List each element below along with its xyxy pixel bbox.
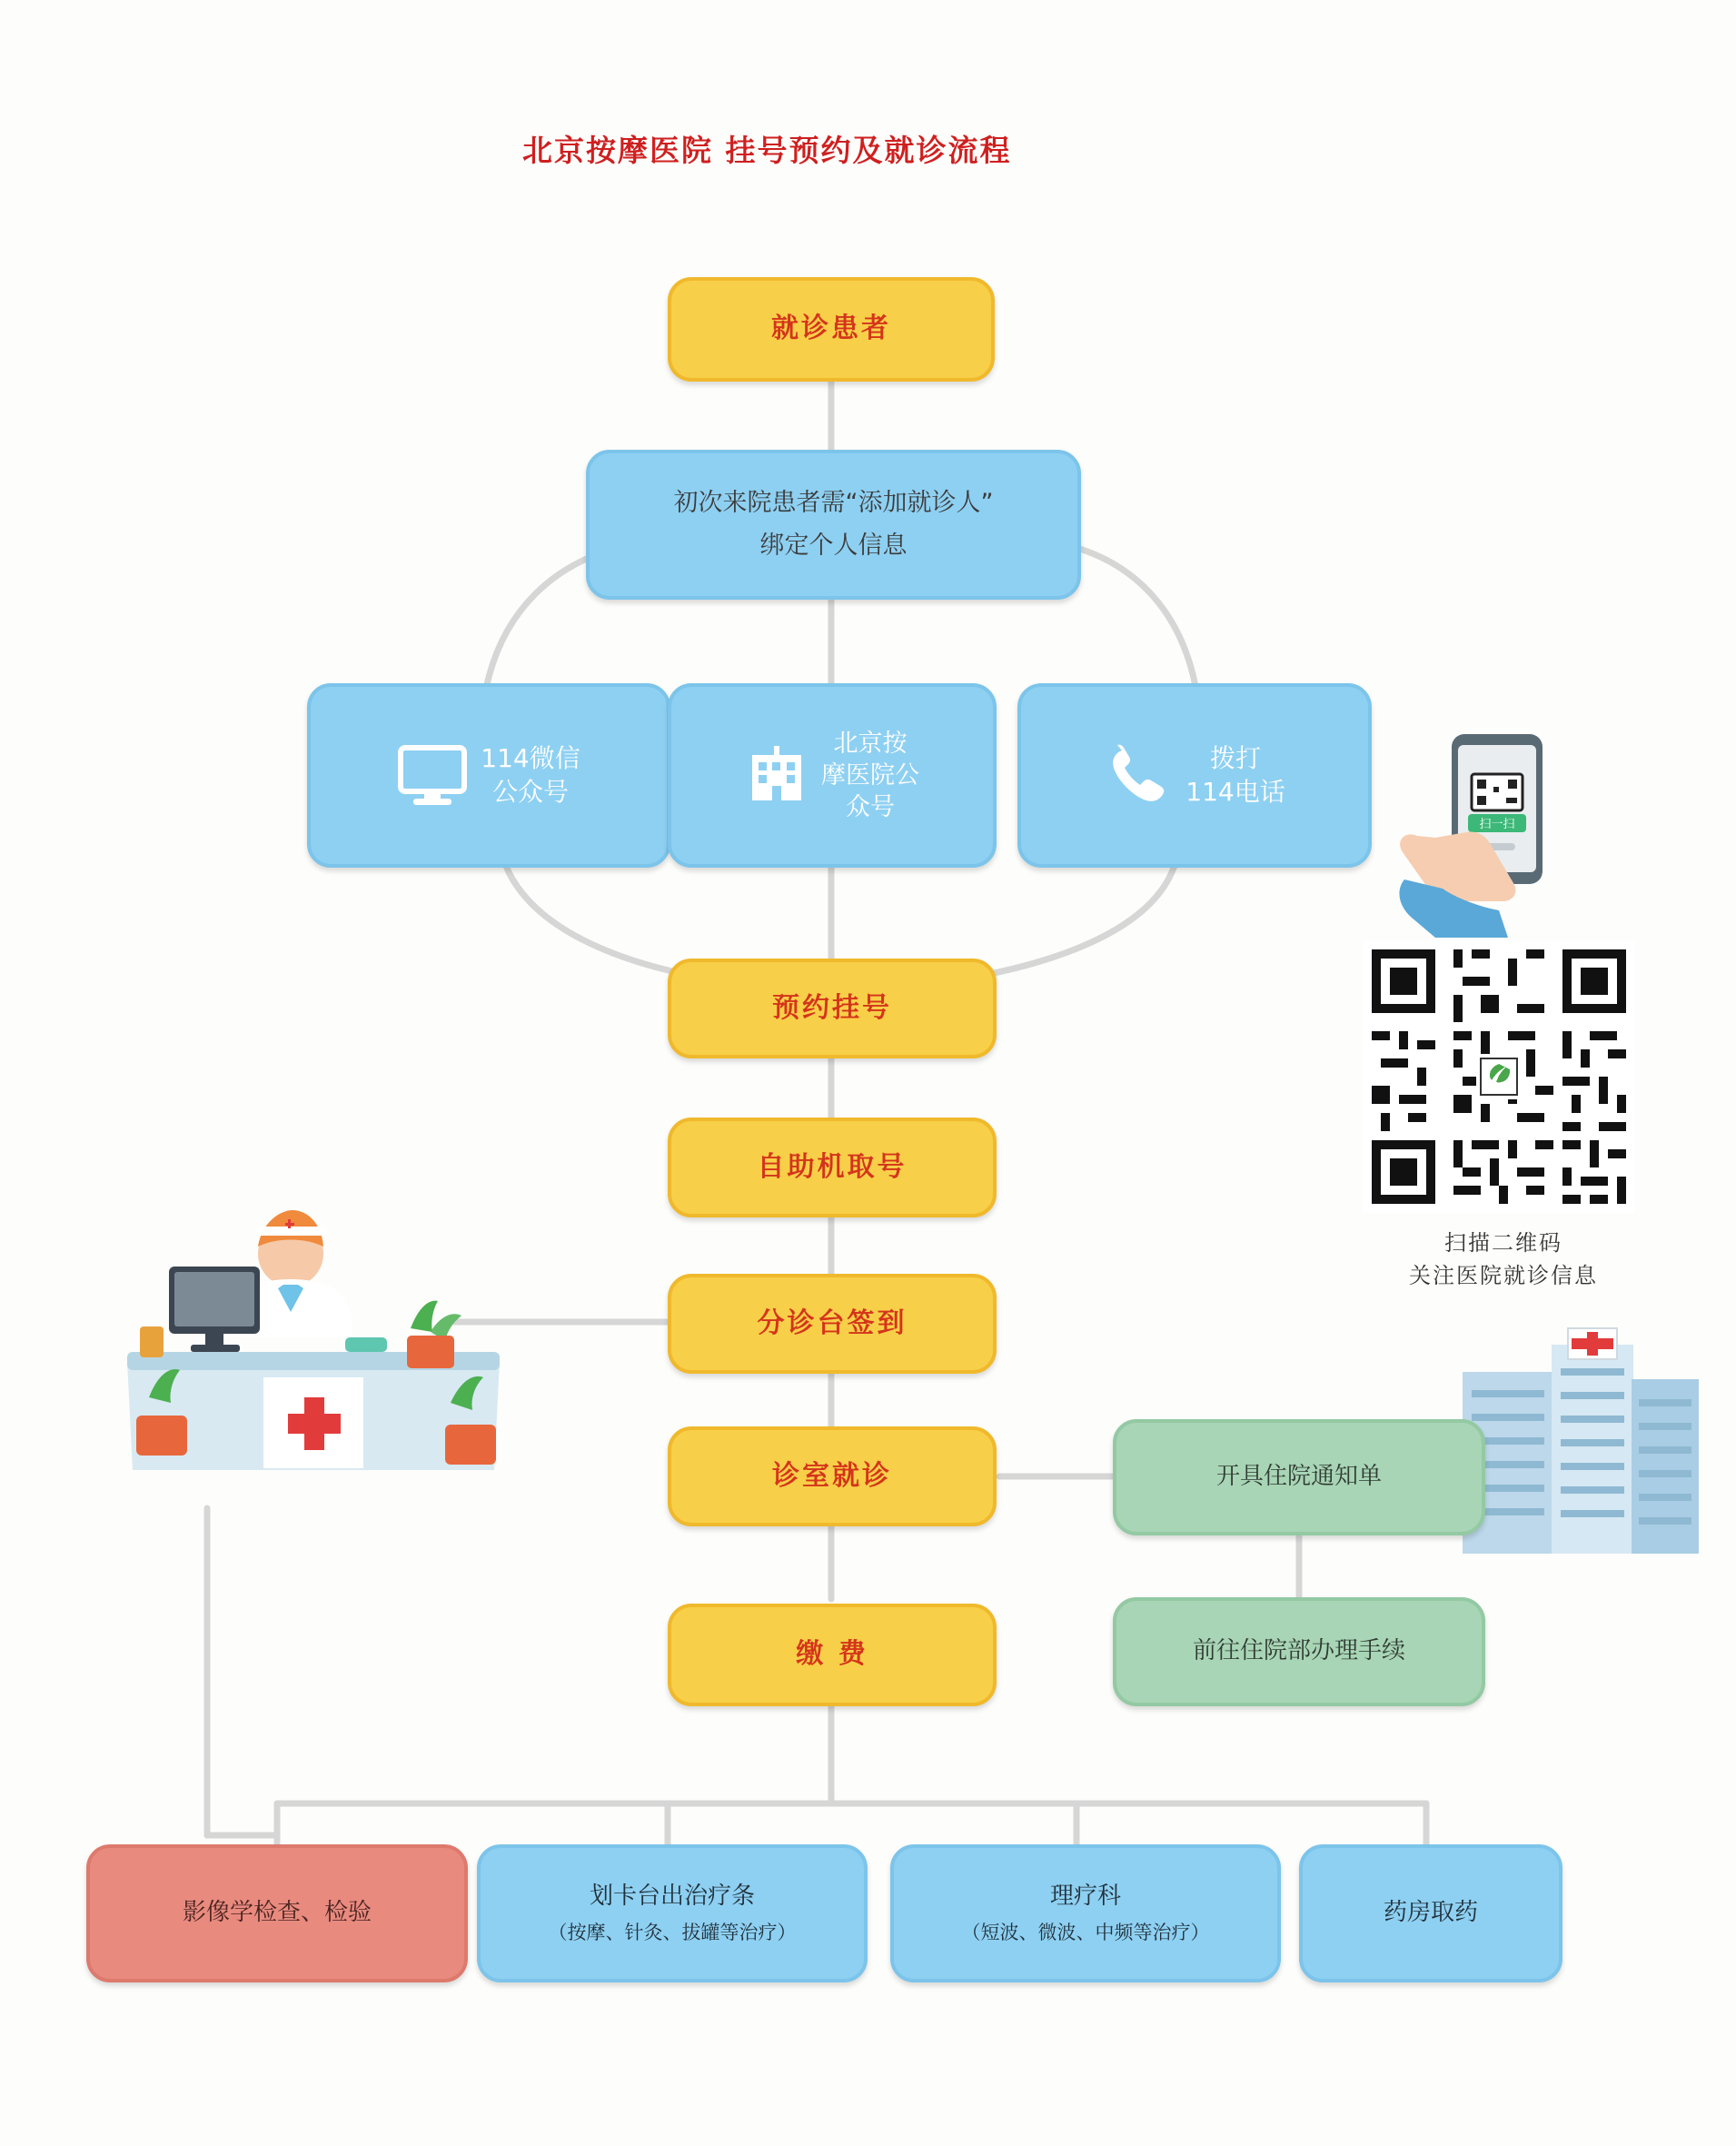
node-pharmacy[interactable]	[1299, 1844, 1562, 1982]
node-appointment[interactable]	[668, 959, 997, 1058]
node-bind-info-line1: 初次来院患者需“添加就诊人”	[673, 489, 994, 518]
node-payment[interactable]	[668, 1604, 997, 1706]
node-self-service[interactable]	[668, 1118, 997, 1217]
node-consult-room[interactable]	[668, 1426, 997, 1526]
node-go-inpatient[interactable]	[1113, 1597, 1485, 1706]
qr-code-image	[1363, 940, 1635, 1213]
node-triage-signin-label: 分诊台签到	[757, 1306, 908, 1339]
node-physiotherapy[interactable]	[890, 1844, 1281, 1982]
node-channel-phone[interactable]	[1017, 683, 1372, 868]
node-card-desk[interactable]	[477, 1844, 868, 1982]
channel-114-wechat-line2: 公众号	[491, 776, 569, 807]
node-channel-114-wechat[interactable]	[307, 683, 670, 868]
node-patient[interactable]	[668, 277, 995, 382]
node-imaging-test-label: 影像学检查、检验	[182, 1899, 372, 1927]
node-bind-info[interactable]	[586, 450, 1081, 600]
nurse-desk-illustration	[118, 1199, 509, 1517]
svg-text:扫一扫: 扫一扫	[1479, 818, 1515, 831]
channel-phone-line1: 拨打	[1209, 743, 1261, 774]
node-go-inpatient-label: 前往住院部办理手续	[1192, 1637, 1405, 1665]
node-physiotherapy-label: 理疗科	[1049, 1883, 1121, 1911]
node-self-service-label: 自助机取号	[757, 1150, 908, 1183]
channel-114-wechat-line1: 114微信	[481, 743, 580, 774]
node-triage-signin[interactable]	[668, 1274, 997, 1374]
hospital-building-illustration	[1444, 1326, 1717, 1572]
qr-caption	[1335, 1227, 1672, 1292]
qr-caption-line2: 关注医院就诊信息	[1409, 1263, 1598, 1288]
node-card-desk-label: 划卡台出治疗条	[589, 1883, 755, 1911]
hand-holding-phone-illustration	[1381, 727, 1608, 945]
monitor-icon	[397, 744, 468, 808]
node-appointment-label: 预约挂号	[772, 991, 892, 1024]
node-physiotherapy-sublabel: （短波、微波、中频等治疗）	[961, 1922, 1210, 1944]
page-title: 北京按摩医院 挂号预约及就诊流程	[522, 133, 1012, 168]
node-bind-info-line2: 绑定个人信息	[759, 531, 908, 560]
node-admission-notice-label: 开具住院通知单	[1215, 1463, 1382, 1491]
node-admission-notice[interactable]	[1113, 1419, 1485, 1535]
node-imaging-test[interactable]	[86, 1844, 468, 1982]
hospital-building-icon	[745, 744, 808, 808]
node-payment-label: 缴 费	[796, 1638, 868, 1671]
node-consult-room-label: 诊室就诊	[772, 1459, 892, 1492]
node-pharmacy-label: 药房取药	[1383, 1899, 1478, 1927]
node-card-desk-sublabel: （按摩、针灸、拔罐等治疗）	[548, 1922, 797, 1944]
node-channel-hospital-wechat[interactable]	[668, 683, 997, 868]
channel-phone-line2: 114电话	[1185, 776, 1285, 807]
qr-caption-line1: 扫描二维码	[1444, 1230, 1562, 1256]
node-patient-label: 就诊患者	[771, 313, 891, 345]
telephone-icon	[1104, 741, 1173, 810]
channel-hospital-line3: 众号	[846, 793, 895, 822]
channel-hospital-line1: 北京按	[833, 729, 908, 758]
channel-hospital-line2: 摩医院公	[821, 760, 919, 790]
